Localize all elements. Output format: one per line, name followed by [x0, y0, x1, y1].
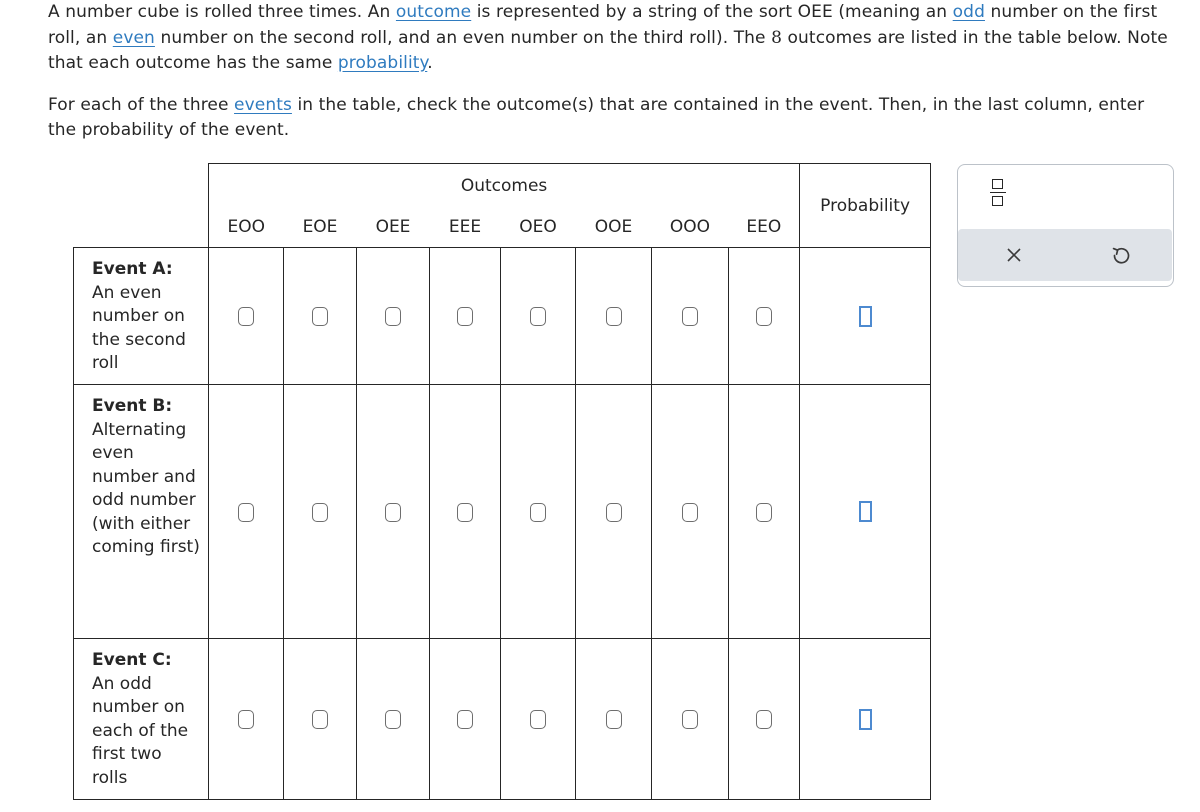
probability-input-event-c[interactable]	[859, 709, 872, 730]
undo-button[interactable]	[1103, 237, 1139, 273]
column-header: OOE	[576, 208, 652, 248]
checkbox-event-b-oee[interactable]	[385, 503, 401, 522]
column-header: EEO	[729, 208, 800, 248]
checkbox-event-c-eee[interactable]	[457, 710, 473, 729]
checkbox-event-a-eoe[interactable]	[312, 307, 328, 326]
link-outcome[interactable]: outcome	[395, 2, 472, 22]
checkbox-event-c-eoe[interactable]	[312, 710, 328, 729]
column-header: OEO	[501, 208, 576, 248]
column-header: EEE	[430, 208, 501, 248]
checkbox-event-a-ooe[interactable]	[606, 307, 622, 326]
header-row-outcomes	[74, 164, 931, 208]
checkbox-event-c-oee[interactable]	[385, 710, 401, 729]
checkbox-event-c-ooe[interactable]	[606, 710, 622, 729]
outcome-count: 8	[771, 27, 783, 48]
answer-toolbox	[957, 164, 1174, 287]
event-row-a	[74, 248, 931, 385]
event-a-label	[74, 248, 209, 385]
event-name: Event B:	[92, 396, 173, 416]
probability-header: Probability	[800, 164, 931, 248]
checkbox-event-c-eeo[interactable]	[756, 710, 772, 729]
checkbox-event-a-oee[interactable]	[385, 307, 401, 326]
link-events[interactable]: events	[234, 94, 292, 115]
event-row-c	[74, 639, 931, 800]
event-b-label	[74, 385, 209, 639]
checkbox-event-b-eoe[interactable]	[312, 503, 328, 522]
checkbox-event-a-ooo[interactable]	[682, 307, 698, 326]
checkbox-event-b-eeo[interactable]	[756, 503, 772, 522]
checkbox-event-c-ooo[interactable]	[682, 710, 698, 729]
prompt-paragraph-2: For each of the three events in the table, check the outcome(s) that are contained in the event. Then, in the last column, enter the probability of the event.	[48, 94, 1145, 140]
event-description: An odd number on each of the first two rolls	[92, 673, 189, 788]
checkbox-event-b-eee[interactable]	[457, 503, 473, 522]
question-prompt	[48, 0, 1168, 144]
event-description: Alternating even number and odd number (with either coming first)	[92, 419, 200, 557]
checkbox-event-b-eoo[interactable]	[238, 503, 254, 522]
undo-icon	[1111, 245, 1131, 265]
link-probability[interactable]: probability	[337, 53, 428, 73]
event-description: An even number on the second roll	[92, 282, 186, 373]
column-header: OEE	[357, 208, 430, 248]
column-header: EOE	[284, 208, 357, 248]
toolbox-action-bar	[958, 229, 1172, 281]
event-name: Event A:	[92, 259, 173, 279]
clear-button[interactable]	[996, 237, 1032, 273]
checkbox-event-b-oeo[interactable]	[530, 503, 546, 522]
prompt-paragraph-1: A number cube is rolled three times. An outcome is represented by a string of the sort OEE (meaning an odd number on the first roll, an even number on the second roll, and an even number on the third roll). The 8 outcomes are listed in the table below. Note that each outcome has the same probability.	[48, 2, 1168, 73]
checkbox-event-a-oeo[interactable]	[530, 307, 546, 326]
outcomes-header: Outcomes	[209, 164, 800, 208]
probability-input-event-a[interactable]	[859, 306, 872, 327]
checkbox-event-a-eee[interactable]	[457, 307, 473, 326]
event-row-b	[74, 385, 931, 639]
x-icon	[1006, 247, 1022, 263]
column-header: OOO	[652, 208, 729, 248]
checkbox-event-a-eeo[interactable]	[756, 307, 772, 326]
checkbox-event-b-ooe[interactable]	[606, 503, 622, 522]
fraction-icon[interactable]	[990, 179, 1006, 207]
checkbox-event-b-ooo[interactable]	[682, 503, 698, 522]
event-c-label	[74, 639, 209, 800]
checkbox-event-c-oeo[interactable]	[530, 710, 546, 729]
probability-input-event-b[interactable]	[859, 501, 872, 522]
checkbox-event-c-eoo[interactable]	[238, 710, 254, 729]
event-name: Event C:	[92, 650, 172, 670]
checkbox-event-a-eoo[interactable]	[238, 307, 254, 326]
link-even[interactable]: even	[112, 27, 155, 48]
events-table	[73, 163, 931, 800]
column-header: EOO	[209, 208, 284, 248]
link-odd[interactable]: odd	[952, 2, 985, 22]
